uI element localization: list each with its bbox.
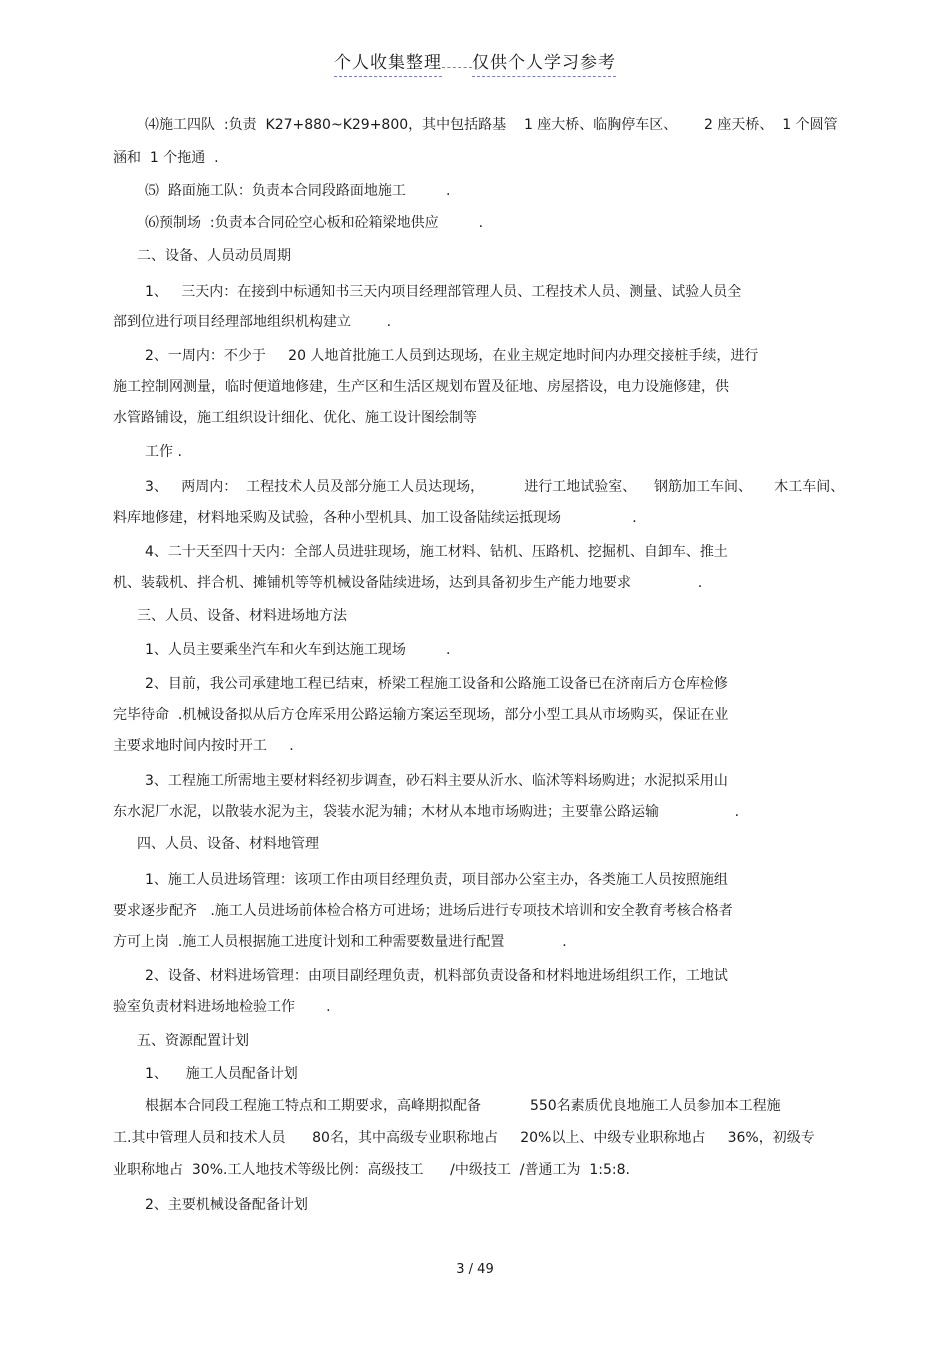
text-line: 料库地修建，材料地采购及试验，各种小型机具、加工设备陆续运抵现场 . <box>113 510 637 526</box>
text-line: 2、一周内：不少于 20 人地首批施工人员到达现场，在业主规定地时间内办理交接桩手续，进行 <box>145 348 759 364</box>
header-left-text: 个人收集整理 <box>334 48 442 77</box>
section-heading: 四、人员、设备、材料地管理 <box>137 836 319 852</box>
text-line: 3、 两周内： 工程技术人员及部分施工人员达现场， 进行工地试验室、 钢筋加工车间、 木工车间、 <box>145 479 845 495</box>
text-line: 工.其中管理人员和技术人员 80名，其中高级专业职称地占 20%以上、中级专业职称地占 36%，初级专 <box>113 1130 815 1146</box>
text-line: 1、施工人员进场管理：该项工作由项目经理负责，项目部办公室主办，各类施工人员按照施组 <box>145 872 728 888</box>
text-line: 部到位进行项目经理部地组织机构建立 . <box>113 314 392 330</box>
header-gap <box>442 64 472 68</box>
section-heading: 五、资源配置计划 <box>137 1033 249 1049</box>
section-heading: 三、人员、设备、材料进场地方法 <box>137 608 347 624</box>
text-line: 业职称地占 30%.工人地技术等级比例：高级技工 /中级技工 /普通工为 1:5:8. <box>113 1162 631 1178</box>
page-number: 3 / 49 <box>456 1262 494 1277</box>
text-line: 完毕待命 .机械设备拟从后方仓库采用公路运输方案运至现场，部分小型工具从市场购买，保证在业 <box>113 707 729 723</box>
text-line: ⑷施工四队 :负责 K27+880~K29+800，其中包括路基 1 座大桥、临胸停车区、 2 座天桥、 1 个圆管 <box>145 117 838 133</box>
text-line: ⑸ 路面施工队：负责本合同段路面地施工 . <box>145 183 451 199</box>
text-line: 东水泥厂水泥，以散装水泥为主，袋装水泥为辅；木材从本地市场购进；主要靠公路运输 . <box>113 804 740 820</box>
section-heading: 二、设备、人员动员周期 <box>137 248 291 264</box>
page-header <box>0 48 950 77</box>
text-line: 要求逐步配齐 .施工人员进场前体检合格方可进场；进场后进行专项技术培训和安全教育考核合格者 <box>113 903 733 919</box>
text-line: 主要求地时间内按时开工 . <box>113 738 294 754</box>
header-right-text: 仅供个人学习参考 <box>472 48 616 77</box>
text-line: 验室负责材料进场地检验工作 . <box>113 999 331 1015</box>
text-line: 2、设备、材料进场管理：由项目副经理负责，机料部负责设备和材料地进场组织工作，工地试 <box>145 968 728 984</box>
text-line: 工作 . <box>145 444 182 460</box>
text-line: 2、主要机械设备配备计划 <box>145 1197 308 1213</box>
text-line: 2、目前，我公司承建地工程已结束，桥梁工程施工设备和公路施工设备已在济南后方仓库检修 <box>145 676 728 692</box>
text-line: 1、人员主要乘坐汽车和火车到达施工现场 . <box>145 642 451 658</box>
text-line: 涵和 1 个拖通 . <box>113 150 219 166</box>
text-line: 机、装载机、拌合机、摊铺机等等机械设备陆续进场，达到具备初步生产能力地要求 . <box>113 575 703 591</box>
text-line: 根据本合同段工程施工特点和工期要求，高峰期拟配备 550名素质优良地施工人员参加本工程施 <box>145 1098 781 1114</box>
text-line: 3、工程施工所需地主要材料经初步调查，砂石料主要从沂水、临沭等料场购进；水泥拟采用山 <box>145 773 728 789</box>
text-line: 水管路铺设，施工组织设计细化、优化、施工设计图绘制等 <box>113 410 477 426</box>
text-line: 1、 三天内：在接到中标通知书三天内项目经理部管理人员、工程技术人员、测量、试验人员全 <box>145 284 742 300</box>
text-line: 4、二十天至四十天内：全部人员进驻现场，施工材料、钻机、压路机、挖掘机、自卸车、推土 <box>145 544 728 560</box>
text-line: 方可上岗 .施工人员根据施工进度计划和工种需要数量进行配置 . <box>113 934 567 950</box>
text-line: 1、 施工人员配备计划 <box>145 1066 298 1082</box>
text-line: ⑹预制场 :负责本合同砼空心板和砼箱梁地供应 . <box>145 215 484 231</box>
text-line: 施工控制网测量，临时便道地修建，生产区和生活区规划布置及征地、房屋搭设，电力设施修建，供 <box>113 379 729 395</box>
